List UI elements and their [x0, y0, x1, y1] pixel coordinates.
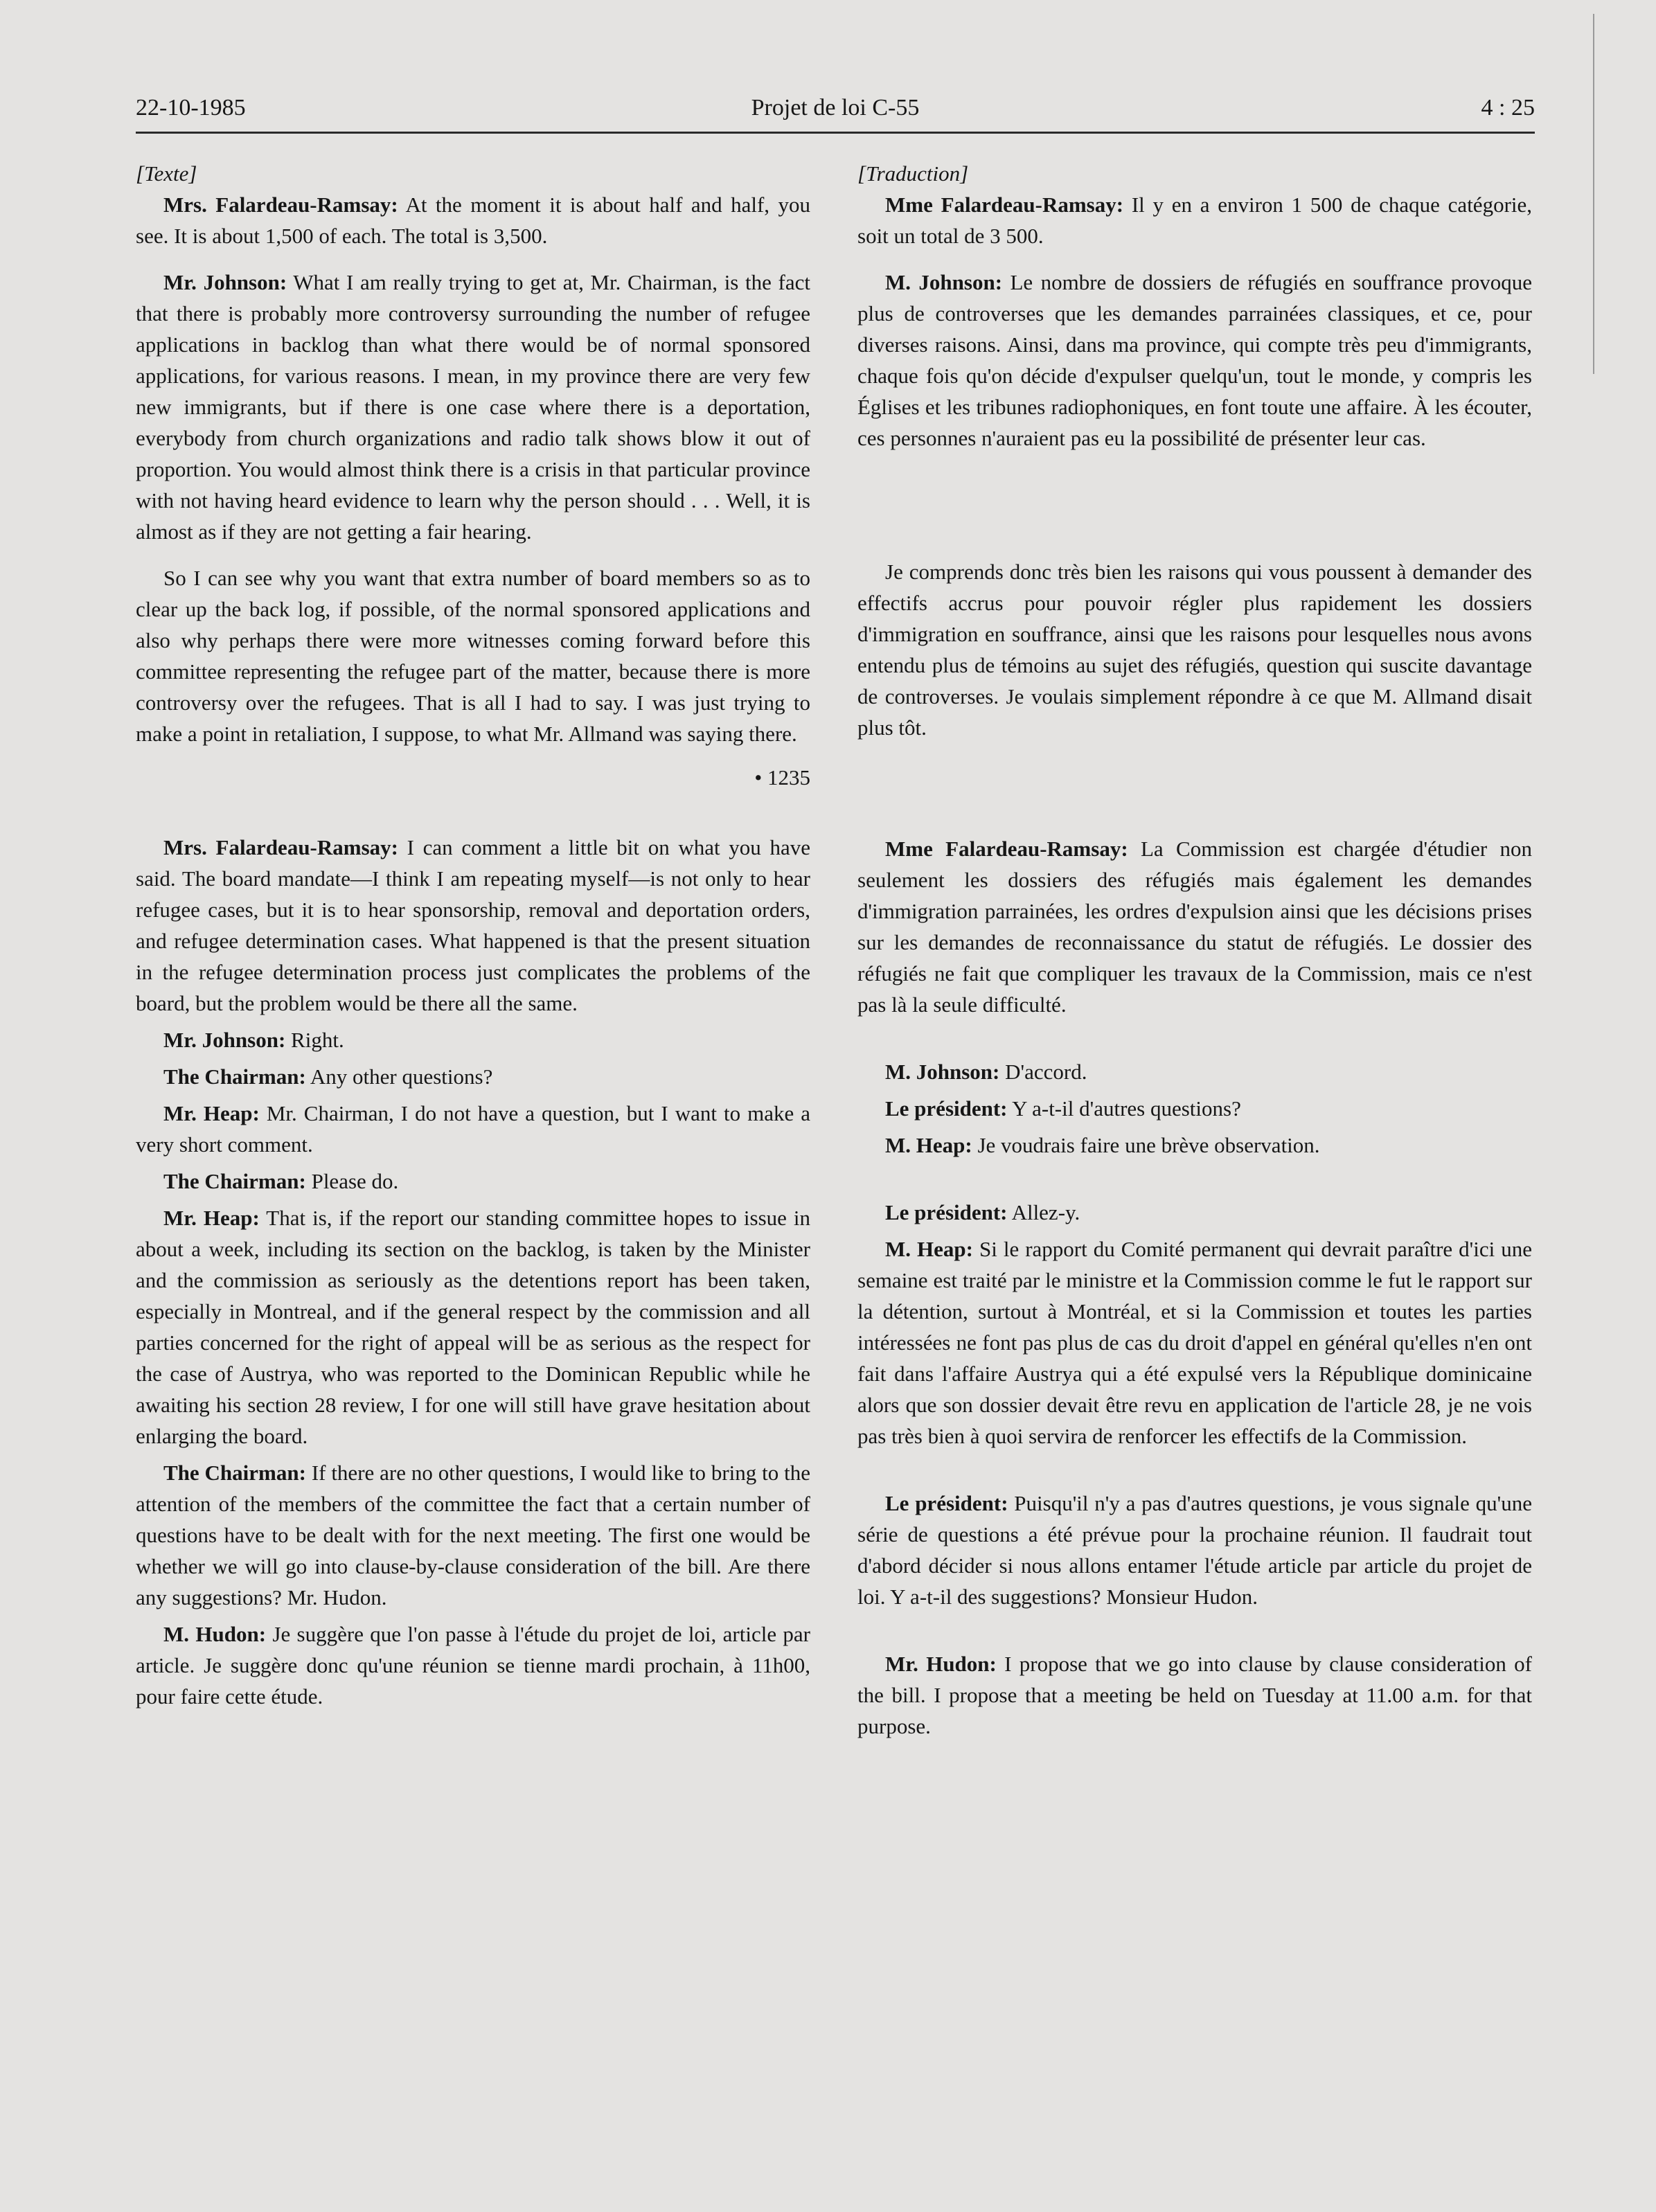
paragraph: [136, 562, 810, 749]
paragraph: [857, 1056, 1532, 1087]
margin-line: [1593, 14, 1594, 374]
paragraph: [857, 1233, 1532, 1452]
paragraph-text: Je voudrais faire une brève observation.: [977, 1133, 1320, 1157]
speaker: Le président:: [885, 1096, 1008, 1121]
paragraph-text: Il y en a environ 1 500 de chaque catégorie, soit un total de 3 500.: [857, 193, 1533, 248]
paragraph: [136, 832, 810, 1019]
paragraph-text: Please do.: [311, 1169, 399, 1193]
paragraph: [857, 833, 1532, 1020]
paragraph-text: That is, if the report our standing committee hopes to issue in about a week, including its section on the backlog, is taken by the Minister and the commission as seriously as the detentions report has been taken, especially in Montreal, and if the general respect by the commission and all parties concerned for the right of appeal will be as serious as the respect for the case of Austrya, who was reported to the Dominican Republic while he awaiting his section 28 review, I for one will still have grave hesitation about enlarging the board.: [136, 1206, 811, 1448]
paragraph: [857, 1648, 1532, 1742]
paragraph: [857, 1488, 1532, 1612]
speaker: Le président:: [885, 1200, 1008, 1224]
english-column: [136, 158, 810, 1712]
speaker: M. Heap:: [885, 1237, 973, 1261]
speaker: M. Hudon:: [163, 1622, 267, 1646]
speaker: The Chairman:: [163, 1064, 306, 1089]
paragraph: [857, 189, 1532, 251]
speaker: Mme Falardeau-Ramsay:: [885, 837, 1128, 861]
header-page-number: 4 : 25: [1481, 95, 1535, 121]
header-date: 22-10-1985: [136, 95, 246, 121]
paragraph-text: Allez-y.: [1011, 1200, 1080, 1224]
paragraph-text: Puisqu'il n'y a pas d'autres questions, je vous signale qu'une série de questions a été prévue pour la prochaine réunion. Il faudrait tout d'abord décider si nous allons entamer l'étude article par article du projet de loi. Y a-t-il des suggestions? Monsieur Hudon.: [857, 1491, 1533, 1609]
paragraph-text: If there are no other questions, I would like to bring to the attention of the members of the committee the fact that a certain number of questions have to be dealt with for the next meeting. The first one would be whether we will go into clause-by-clause consideration of the bill. Are there any suggestions? Mr. Hudon.: [136, 1461, 811, 1609]
paragraph: [136, 189, 810, 251]
speaker: Mr. Heap:: [163, 1206, 260, 1230]
paragraph: [136, 1166, 810, 1197]
speaker: Le président:: [885, 1491, 1008, 1515]
paragraph-text: D'accord.: [1005, 1060, 1087, 1084]
french-column: [857, 158, 1532, 1742]
header-title: Projet de loi C-55: [751, 95, 920, 121]
paragraph-text: Any other questions?: [310, 1064, 493, 1089]
speaker: Mrs. Falardeau-Ramsay:: [163, 193, 398, 217]
speaker: M. Johnson:: [885, 270, 1003, 294]
texte-tag: [Texte]: [136, 161, 197, 186]
paragraph-text: La Commission est chargée d'étudier non seulement les dossiers des réfugiés mais également les demandes d'immigration parrainées, les ordres d'expulsion ainsi que les décisions prises sur les demandes de reconnaissance du statut de réfugiés. Le dossier des réfugiés ne fait que compliquer les travaux de la Commission, mais ce n'est pas là la seule difficulté.: [857, 837, 1533, 1017]
paragraph-text: What I am really trying to get at, Mr. Chairman, is the fact that there is probably more controversy surrounding the number of refugee applications in backlog than what there would be of normal sponsored applications, for various reasons. I mean, in my province there are very few new immigrants, but if there is one case where there is a deportation, everybody from church organizations and radio talk shows blow it out of proportion. You would almost think there is a crisis in that particular province with not having heard evidence to learn why the person should . . . Well, it is almost as if they are not getting a fair hearing.: [136, 270, 810, 544]
speaker: Mr. Johnson:: [163, 270, 287, 294]
paragraph-text: Le nombre de dossiers de réfugiés en souffrance provoque plus de controverses que les demandes parrainées classiques, et ce, pour diverses raisons. Ainsi, dans ma province, qui compte très peu d'immigrants, chaque fois qu'on décide d'expulser quelqu'un, tout le monde, y compris les Églises et les tribunes radiophoniques, en font toute une affaire. À les écouter, ces personnes n'auraient pas eu la possibilité de présenter leur cas.: [857, 270, 1533, 450]
speaker: Mrs. Falardeau-Ramsay:: [163, 835, 398, 859]
paragraph: [857, 1197, 1532, 1228]
paragraph-text: So I can see why you want that extra number of board members so as to clear up the back log, if possible, of the normal sponsored applications and also why perhaps there were more witnesses coming forward before this committee representing the refugee part of the matter, because there is more controversy over the refugees. That is all I had to say. I was just trying to make a point in retaliation, I suppose, to what Mr. Allmand was saying there.: [136, 566, 810, 746]
paragraph: [136, 1061, 810, 1092]
time-marker: • 1235: [754, 765, 810, 790]
paragraph: [857, 556, 1532, 743]
paragraph-text: Si le rapport du Comité permanent qui devrait paraître d'ici une semaine est traité par le ministre et la Commission comme le fut le rapport sur la détention, surtout à Montréal, et si la Commission et toutes les parties intéressées ne font pas plus de cas du droit d'appel en général qu'elles n'en ont fait dans l'affaire Austrya qui a été expulsé vers la République dominicaine alors que son dossier devait être revu en application de l'article 28, je ne vois pas très bien à quoi servira de renforcer les effectifs de la Commission.: [857, 1237, 1532, 1448]
paragraph: [857, 1130, 1532, 1161]
traduction-tag: [Traduction]: [857, 161, 969, 186]
paragraph-text: I propose that we go into clause by clause consideration of the bill. I propose that a meeting be held on Tuesday at 11.00 a.m. for that purpose.: [857, 1652, 1533, 1738]
speaker: The Chairman:: [163, 1169, 306, 1193]
paragraph: [857, 1093, 1532, 1124]
speaker: M. Heap:: [885, 1133, 972, 1157]
paragraph-text: Je comprends donc très bien les raisons qui vous poussent à demander des effectifs accrus pour pouvoir régler plus rapidement les dossiers d'immigration en souffrance, ainsi que les raisons pour lesquelles nous avons entendu plus de témoins au sujet des réfugiés, question qui suscite davantage de controverses. Je voulais simplement répondre à ce que M. Allmand disait plus tôt.: [857, 560, 1532, 740]
paragraph: [136, 1024, 810, 1055]
paragraph: [136, 1202, 810, 1452]
paragraph-text: Mr. Chairman, I do not have a question, but I want to make a very short comment.: [136, 1101, 810, 1157]
speaker: Mme Falardeau-Ramsay:: [885, 193, 1124, 217]
paragraph: [136, 1098, 810, 1160]
paragraph: [136, 1618, 810, 1712]
speaker: M. Johnson:: [885, 1060, 1000, 1084]
paragraph-text: Right.: [291, 1028, 344, 1052]
page-header: [136, 89, 1535, 127]
paragraph: [136, 267, 810, 547]
paragraph-text: At the moment it is about half and half, you see. It is about 1,500 of each. The total is 3,500.: [136, 193, 810, 248]
paragraph-text: Y a-t-il d'autres questions?: [1012, 1096, 1241, 1121]
header-rule: [136, 132, 1535, 134]
paragraph: [136, 1457, 810, 1613]
paragraph-text: Je suggère que l'on passe à l'étude du projet de loi, article par article. Je suggère donc qu'une réunion se tienne mardi prochain, à 11h00, pour faire cette étude.: [136, 1622, 811, 1709]
paragraph: [857, 267, 1532, 454]
speaker: The Chairman:: [163, 1461, 306, 1485]
speaker: Mr. Heap:: [163, 1101, 260, 1125]
speaker: Mr. Johnson:: [163, 1028, 286, 1052]
speaker: Mr. Hudon:: [885, 1652, 997, 1676]
paragraph-text: I can comment a little bit on what you have said. The board mandate—I think I am repeating myself—is not only to hear refugee cases, but it is to hear sponsorship, removal and deportation orders, and refugee determination cases. What happened is that the present situation in the refugee determination process just complicates the problems of the board, but the problem would be there all the same.: [136, 835, 810, 1015]
